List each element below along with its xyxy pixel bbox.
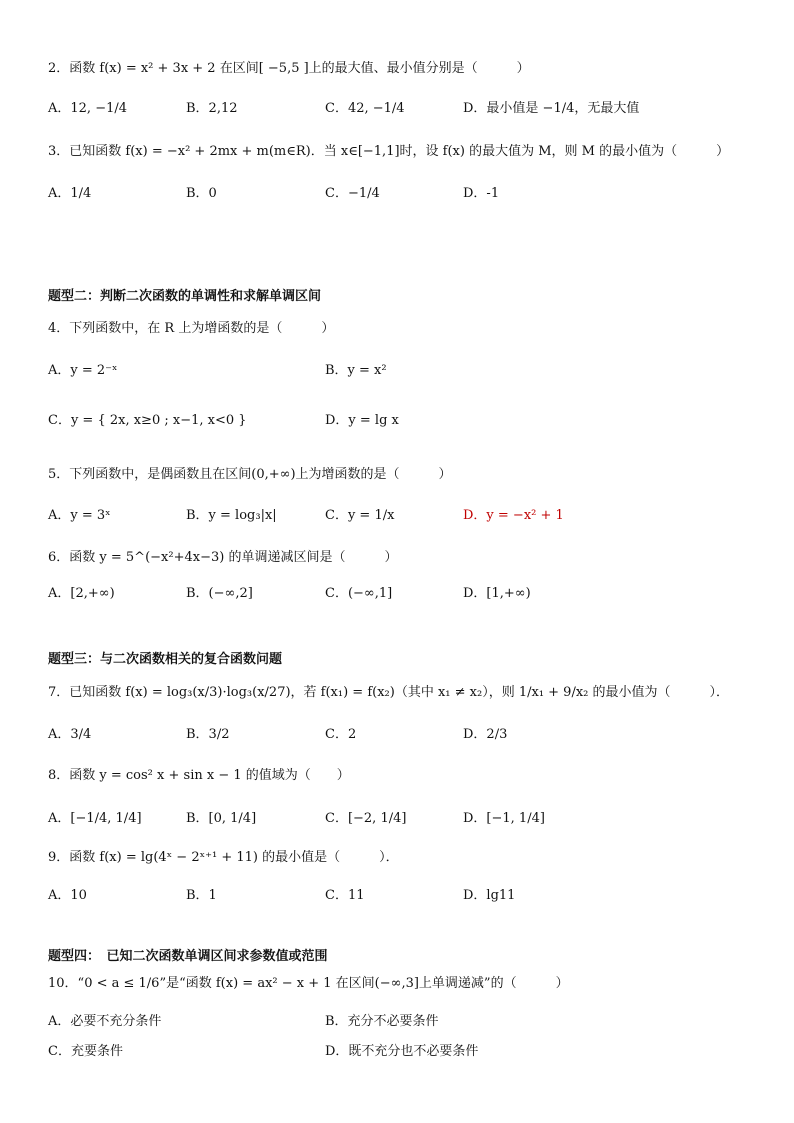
question-10-stem: 10．“0 < a ≤ 1/6”是“函数 f(x) = ax² − x + 1 在区间(−∞,3]上单调递减”的（ ）	[48, 976, 569, 991]
question-3-option-a: A．1/4	[48, 186, 92, 201]
question-7-stem: 7．已知函数 f(x) = log₃(x/3)·log₃(x/27)，若 f(x₁) = f(x₂)（其中 x₁ ≠ x₂），则 1/x₁ + 9/x₂ 的最小值为（ ）．	[48, 685, 730, 700]
section-heading-2: 题型二：判断二次函数的单调性和求解单调区间	[48, 289, 322, 304]
question-3-option-d: D．-1	[463, 186, 500, 201]
question-8-stem: 8．函数 y = cos² x + sin x − 1 的值域为（ ）	[48, 768, 350, 783]
question-6-option-b: B．(−∞,2]	[186, 586, 253, 601]
question-6-option-a: A．[2,+∞)	[48, 586, 115, 601]
question-2-option-b: B．2,12	[186, 101, 238, 116]
question-9-option-b: B．1	[186, 888, 217, 903]
question-4-option-b: B．y = x²	[325, 363, 387, 378]
question-5-option-b: B．y = log₃|x|	[186, 508, 277, 523]
question-4-option-d: D．y = lg x	[325, 413, 399, 428]
question-6-option-c: C．(−∞,1]	[325, 586, 393, 601]
question-7-option-a: A．3/4	[48, 727, 92, 742]
question-4-option-a: A．y = 2⁻ˣ	[48, 363, 118, 378]
question-9-option-a: A．10	[48, 888, 87, 903]
question-8-option-d: D．[−1, 1/4]	[463, 811, 545, 826]
question-2-option-c: C．42, −1/4	[325, 101, 405, 116]
question-6-option-d: D．[1,+∞)	[463, 586, 531, 601]
question-2-option-a: A．12, −1/4	[48, 101, 128, 116]
question-5-stem: 5．下列函数中，是偶函数且在区间(0,+∞)上为增函数的是（ ）	[48, 467, 452, 482]
question-8-option-c: C．[−2, 1/4]	[325, 811, 407, 826]
question-10-option-c: C．充要条件	[48, 1044, 123, 1059]
section-heading-3: 题型三：与二次函数相关的复合函数问题	[48, 652, 283, 667]
question-7-option-b: B．3/2	[186, 727, 230, 742]
question-3-stem: 3．已知函数 f(x) = −x² + 2mx + m(m∈R)．当 x∈[−1,1]时，设 f(x) 的最大值为 M，则 M 的最小值为（ ）	[48, 144, 730, 159]
question-6-stem: 6．函数 y = 5^(−x²+4x−3) 的单调递减区间是（ ）	[48, 550, 398, 565]
question-5-option-a: A．y = 3ˣ	[48, 508, 111, 523]
question-10-option-d: D．既不充分也不必要条件	[325, 1044, 479, 1059]
question-7-option-c: C．2	[325, 727, 357, 742]
question-7-option-d: D．2/3	[463, 727, 508, 742]
question-4-stem: 4．下列函数中，在 R 上为增函数的是（ ）	[48, 321, 335, 336]
question-8-option-b: B．[0, 1/4]	[186, 811, 257, 826]
question-9-option-c: C．11	[325, 888, 365, 903]
question-9-stem: 9．函数 f(x) = lg(4ˣ − 2ˣ⁺¹ + 11) 的最小值是（ ）．	[48, 850, 399, 865]
question-10-option-a: A．必要不充分条件	[48, 1014, 162, 1029]
section-heading-4: 题型四： 已知二次函数单调区间求参数值或范围	[48, 949, 328, 964]
question-5-option-d: D．y = −x² + 1	[463, 508, 564, 523]
question-3-option-c: C．−1/4	[325, 186, 380, 201]
question-5-option-c: C．y = 1/x	[325, 508, 395, 523]
question-3-option-b: B．0	[186, 186, 217, 201]
question-10-option-b: B．充分不必要条件	[325, 1014, 439, 1029]
question-8-option-a: A．[−1/4, 1/4]	[48, 811, 142, 826]
question-4-option-c: C．y = { 2x, x≥0 ; x−1, x<0 }	[48, 413, 247, 428]
question-9-option-d: D．lg11	[463, 888, 516, 903]
question-2-option-d: D．最小值是 −1/4，无最大值	[463, 101, 640, 116]
question-2-stem: 2．函数 f(x) = x² + 3x + 2 在区间[ −5,5 ]上的最大值、最小值分别是（ ）	[48, 61, 530, 76]
